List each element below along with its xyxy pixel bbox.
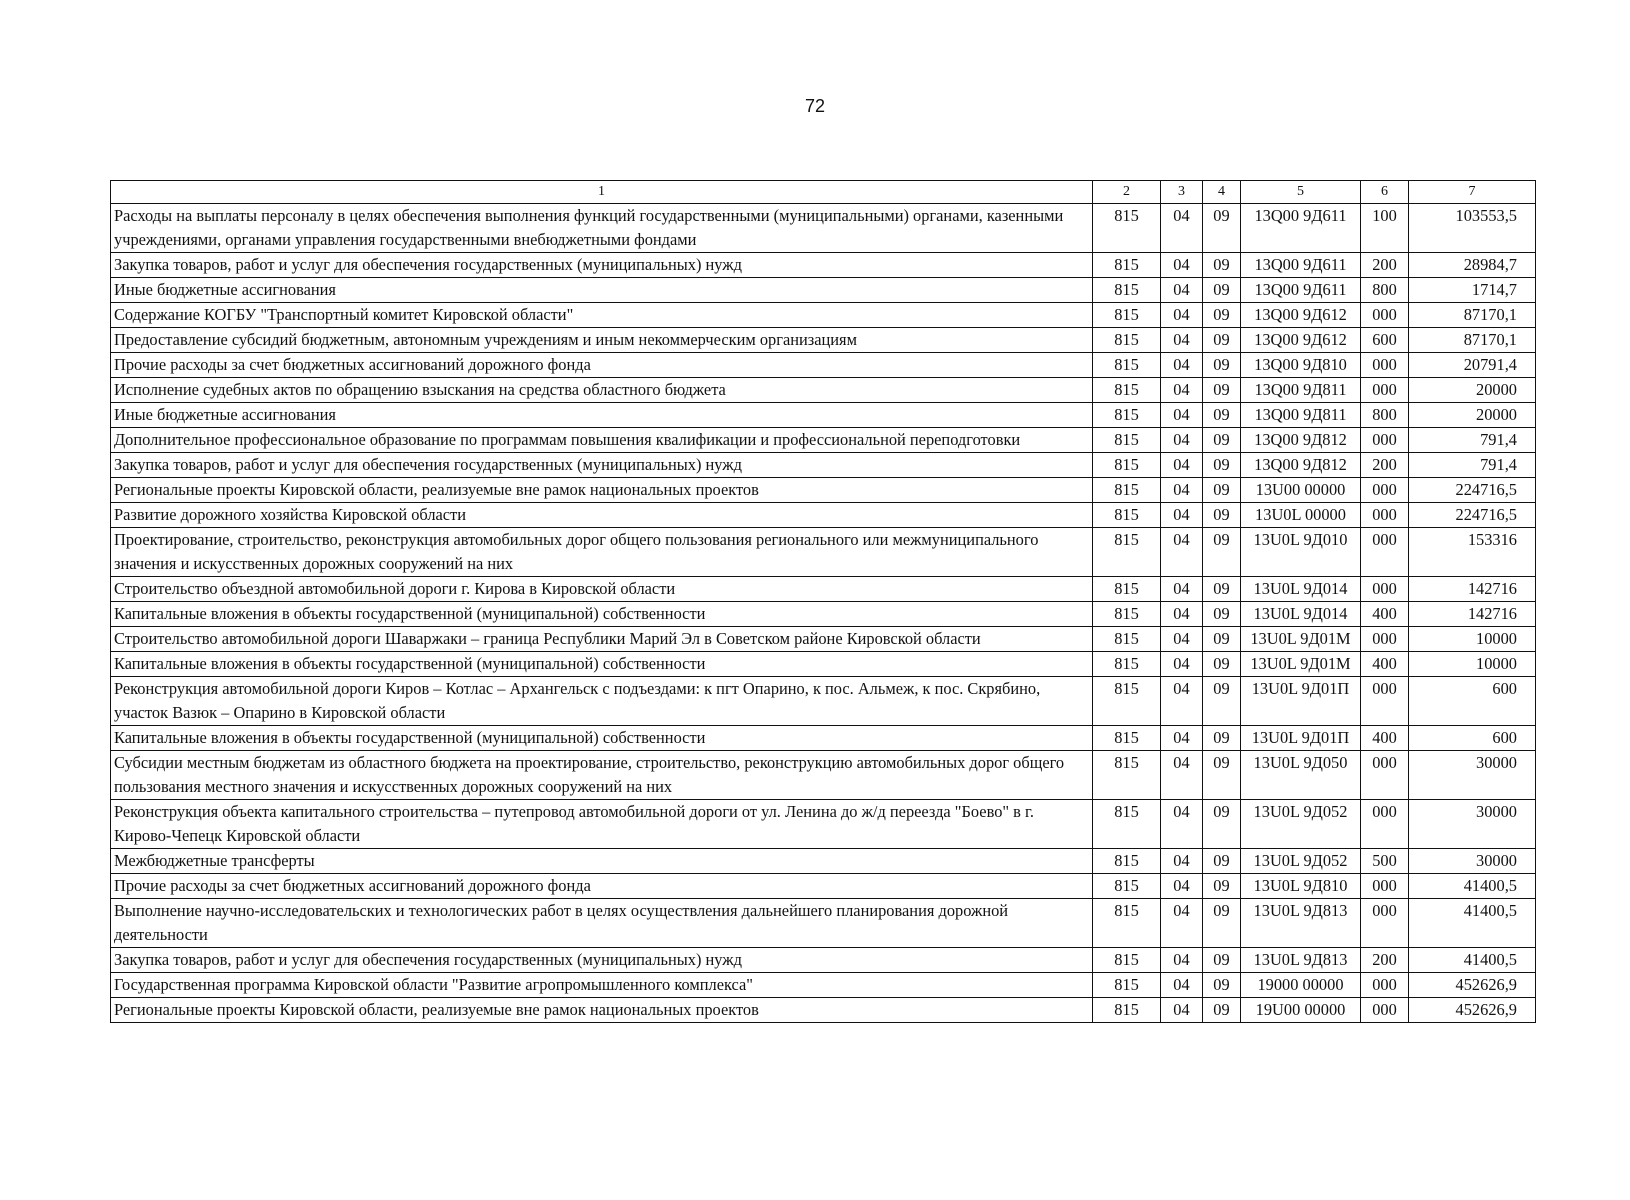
row-code-col2: 815 [1093, 800, 1161, 849]
row-code-col6: 000 [1361, 303, 1409, 328]
row-code-col3: 04 [1161, 948, 1203, 973]
row-code-col6: 000 [1361, 503, 1409, 528]
row-code-col3: 04 [1161, 253, 1203, 278]
row-description: Закупка товаров, работ и услуг для обеспечения государственных (муниципальных) нужд [111, 253, 1093, 278]
table-row [111, 353, 1536, 378]
table-row [111, 800, 1536, 849]
row-description: Строительство объездной автомобильной дороги г. Кирова в Кировской области [111, 577, 1093, 602]
row-description: Прочие расходы за счет бюджетных ассигнований дорожного фонда [111, 353, 1093, 378]
row-code-col5: 13U0L 9Д014 [1241, 577, 1361, 602]
row-code-col3: 04 [1161, 602, 1203, 627]
row-code-col2: 815 [1093, 453, 1161, 478]
row-code-col5: 13U0L 9Д813 [1241, 948, 1361, 973]
row-code-col3: 04 [1161, 627, 1203, 652]
row-description: Прочие расходы за счет бюджетных ассигнований дорожного фонда [111, 874, 1093, 899]
table-row [111, 478, 1536, 503]
row-code-col3: 04 [1161, 874, 1203, 899]
row-code-col4: 09 [1203, 577, 1241, 602]
row-code-col6: 400 [1361, 652, 1409, 677]
table-row [111, 204, 1536, 253]
page-number: 72 [804, 96, 826, 116]
table-row [111, 577, 1536, 602]
row-code-col6: 000 [1361, 899, 1409, 948]
row-code-col5: 13U0L 9Д052 [1241, 849, 1361, 874]
header-cell-5: 5 [1241, 181, 1361, 204]
row-description: Иные бюджетные ассигнования [111, 278, 1093, 303]
row-code-col2: 815 [1093, 751, 1161, 800]
row-code-col5: 13U0L 00000 [1241, 503, 1361, 528]
row-code-col4: 09 [1203, 998, 1241, 1023]
row-code-col6: 000 [1361, 973, 1409, 998]
row-description: Проектирование, строительство, реконструкция автомобильных дорог общего пользования регионального или межмуниципального значения и искусственных дорожных сооружений на них [111, 528, 1093, 577]
row-amount: 600 [1409, 677, 1536, 726]
row-code-col5: 13U0L 9Д014 [1241, 602, 1361, 627]
row-code-col3: 04 [1161, 652, 1203, 677]
row-code-col5: 13U0L 9Д01М [1241, 652, 1361, 677]
row-description: Предоставление субсидий бюджетным, автономным учреждениям и иным некоммерческим организациям [111, 328, 1093, 353]
row-code-col6: 000 [1361, 800, 1409, 849]
row-code-col4: 09 [1203, 403, 1241, 428]
row-amount: 41400,5 [1409, 948, 1536, 973]
row-code-col3: 04 [1161, 303, 1203, 328]
table-row [111, 751, 1536, 800]
row-code-col4: 09 [1203, 726, 1241, 751]
row-code-col2: 815 [1093, 998, 1161, 1023]
row-code-col2: 815 [1093, 278, 1161, 303]
row-description: Государственная программа Кировской области "Развитие агропромышленного комплекса" [111, 973, 1093, 998]
row-description: Субсидии местным бюджетам из областного бюджета на проектирование, строительство, реконструкцию автомобильных дорог общего пользования местного значения и искусственных дорожных сооружений на них [111, 751, 1093, 800]
row-description: Содержание КОГБУ "Транспортный комитет Кировской области" [111, 303, 1093, 328]
row-amount: 452626,9 [1409, 973, 1536, 998]
row-code-col3: 04 [1161, 528, 1203, 577]
row-description: Исполнение судебных актов по обращению взыскания на средства областного бюджета [111, 378, 1093, 403]
row-description: Межбюджетные трансферты [111, 849, 1093, 874]
header-cell-3: 3 [1161, 181, 1203, 204]
header-cell-6: 6 [1361, 181, 1409, 204]
row-code-col4: 09 [1203, 453, 1241, 478]
row-amount: 791,4 [1409, 453, 1536, 478]
row-code-col5: 13U0L 9Д810 [1241, 874, 1361, 899]
row-amount: 142716 [1409, 577, 1536, 602]
row-code-col3: 04 [1161, 204, 1203, 253]
table-row [111, 627, 1536, 652]
row-code-col5: 13U0L 9Д01М [1241, 627, 1361, 652]
row-amount: 20000 [1409, 403, 1536, 428]
table-row [111, 453, 1536, 478]
table-row [111, 726, 1536, 751]
row-amount: 452626,9 [1409, 998, 1536, 1023]
row-code-col4: 09 [1203, 478, 1241, 503]
row-description: Капитальные вложения в объекты государственной (муниципальной) собственности [111, 602, 1093, 627]
row-description: Дополнительное профессиональное образование по программам повышения квалификации и профессиональной переподготовки [111, 428, 1093, 453]
table-row [111, 403, 1536, 428]
row-code-col2: 815 [1093, 602, 1161, 627]
row-amount: 20000 [1409, 378, 1536, 403]
row-code-col4: 09 [1203, 874, 1241, 899]
row-code-col4: 09 [1203, 204, 1241, 253]
row-code-col3: 04 [1161, 751, 1203, 800]
row-code-col6: 200 [1361, 253, 1409, 278]
row-code-col4: 09 [1203, 328, 1241, 353]
row-code-col6: 400 [1361, 602, 1409, 627]
row-amount: 41400,5 [1409, 899, 1536, 948]
row-code-col5: 13Q00 9Д612 [1241, 303, 1361, 328]
row-code-col3: 04 [1161, 577, 1203, 602]
budget-table [110, 180, 1536, 1023]
row-code-col5: 13Q00 9Д611 [1241, 204, 1361, 253]
row-amount: 791,4 [1409, 428, 1536, 453]
row-code-col2: 815 [1093, 328, 1161, 353]
row-code-col5: 13Q00 9Д810 [1241, 353, 1361, 378]
row-code-col6: 000 [1361, 478, 1409, 503]
row-code-col4: 09 [1203, 899, 1241, 948]
row-code-col6: 500 [1361, 849, 1409, 874]
row-code-col3: 04 [1161, 353, 1203, 378]
row-code-col2: 815 [1093, 253, 1161, 278]
row-description: Реконструкция автомобильной дороги Киров – Котлас – Архангельск с подъездами: к пгт Опарино, к пос. Альмеж, к пос. Скрябино, участок Вазюк – Опарино в Кировской области [111, 677, 1093, 726]
row-code-col6: 000 [1361, 998, 1409, 1023]
table-row [111, 253, 1536, 278]
table-row [111, 503, 1536, 528]
row-code-col2: 815 [1093, 204, 1161, 253]
row-code-col6: 000 [1361, 528, 1409, 577]
row-code-col4: 09 [1203, 428, 1241, 453]
row-code-col4: 09 [1203, 378, 1241, 403]
row-code-col4: 09 [1203, 627, 1241, 652]
table-row [111, 278, 1536, 303]
row-code-col3: 04 [1161, 453, 1203, 478]
row-code-col6: 000 [1361, 577, 1409, 602]
row-code-col3: 04 [1161, 378, 1203, 403]
row-code-col5: 13Q00 9Д811 [1241, 403, 1361, 428]
row-description: Развитие дорожного хозяйства Кировской области [111, 503, 1093, 528]
row-amount: 103553,5 [1409, 204, 1536, 253]
row-code-col2: 815 [1093, 874, 1161, 899]
row-code-col6: 000 [1361, 378, 1409, 403]
row-description: Закупка товаров, работ и услуг для обеспечения государственных (муниципальных) нужд [111, 453, 1093, 478]
row-code-col2: 815 [1093, 652, 1161, 677]
row-description: Строительство автомобильной дороги Шаваржаки – граница Республики Марий Эл в Советском районе Кировской области [111, 627, 1093, 652]
row-amount: 87170,1 [1409, 328, 1536, 353]
row-amount: 30000 [1409, 849, 1536, 874]
row-code-col3: 04 [1161, 478, 1203, 503]
row-code-col6: 000 [1361, 353, 1409, 378]
table-row [111, 303, 1536, 328]
header-cell-7: 7 [1409, 181, 1536, 204]
row-code-col5: 13U0L 9Д01П [1241, 726, 1361, 751]
row-description: Выполнение научно-исследовательских и технологических работ в целях осуществления дальнейшего планирования дорожной деятельности [111, 899, 1093, 948]
row-code-col5: 13Q00 9Д611 [1241, 253, 1361, 278]
row-code-col2: 815 [1093, 378, 1161, 403]
row-code-col2: 815 [1093, 503, 1161, 528]
row-code-col3: 04 [1161, 800, 1203, 849]
row-amount: 20791,4 [1409, 353, 1536, 378]
row-code-col2: 815 [1093, 353, 1161, 378]
row-description: Расходы на выплаты персоналу в целях обеспечения выполнения функций государственными (муниципальными) органами, казенными учреждениями, органами управления государственными внебюджетными фондами [111, 204, 1093, 253]
row-amount: 224716,5 [1409, 478, 1536, 503]
row-code-col4: 09 [1203, 973, 1241, 998]
row-code-col3: 04 [1161, 726, 1203, 751]
row-amount: 224716,5 [1409, 503, 1536, 528]
row-amount: 30000 [1409, 800, 1536, 849]
row-amount: 28984,7 [1409, 253, 1536, 278]
table-row [111, 328, 1536, 353]
row-code-col4: 09 [1203, 751, 1241, 800]
row-code-col3: 04 [1161, 403, 1203, 428]
row-code-col6: 800 [1361, 278, 1409, 303]
row-code-col6: 000 [1361, 627, 1409, 652]
row-code-col2: 815 [1093, 726, 1161, 751]
row-code-col2: 815 [1093, 677, 1161, 726]
table-row [111, 677, 1536, 726]
row-description: Региональные проекты Кировской области, реализуемые вне рамок национальных проектов [111, 478, 1093, 503]
row-code-col2: 815 [1093, 627, 1161, 652]
row-code-col3: 04 [1161, 849, 1203, 874]
table-row [111, 528, 1536, 577]
row-code-col4: 09 [1203, 303, 1241, 328]
header-cell-1: 1 [111, 181, 1093, 204]
row-description: Иные бюджетные ассигнования [111, 403, 1093, 428]
header-row [111, 181, 1536, 204]
table-row [111, 899, 1536, 948]
header-cell-2: 2 [1093, 181, 1161, 204]
row-code-col5: 13Q00 9Д811 [1241, 378, 1361, 403]
row-code-col6: 000 [1361, 874, 1409, 899]
row-code-col5: 13U0L 9Д050 [1241, 751, 1361, 800]
row-code-col2: 815 [1093, 948, 1161, 973]
row-code-col2: 815 [1093, 303, 1161, 328]
row-code-col3: 04 [1161, 998, 1203, 1023]
table-row [111, 998, 1536, 1023]
row-code-col2: 815 [1093, 849, 1161, 874]
row-code-col5: 13U0L 9Д01П [1241, 677, 1361, 726]
table-row [111, 948, 1536, 973]
row-code-col3: 04 [1161, 278, 1203, 303]
row-code-col6: 000 [1361, 428, 1409, 453]
row-amount: 41400,5 [1409, 874, 1536, 899]
row-amount: 10000 [1409, 627, 1536, 652]
row-code-col4: 09 [1203, 800, 1241, 849]
row-amount: 142716 [1409, 602, 1536, 627]
row-code-col4: 09 [1203, 528, 1241, 577]
header-cell-4: 4 [1203, 181, 1241, 204]
row-code-col4: 09 [1203, 278, 1241, 303]
row-code-col5: 13U0L 9Д052 [1241, 800, 1361, 849]
row-code-col5: 13U0L 9Д010 [1241, 528, 1361, 577]
row-code-col5: 13U00 00000 [1241, 478, 1361, 503]
row-amount: 153316 [1409, 528, 1536, 577]
row-code-col2: 815 [1093, 528, 1161, 577]
row-code-col5: 19U00 00000 [1241, 998, 1361, 1023]
row-code-col2: 815 [1093, 899, 1161, 948]
row-code-col5: 13Q00 9Д812 [1241, 453, 1361, 478]
table-row [111, 973, 1536, 998]
row-code-col5: 19000 00000 [1241, 973, 1361, 998]
row-amount: 1714,7 [1409, 278, 1536, 303]
row-code-col5: 13Q00 9Д611 [1241, 278, 1361, 303]
row-code-col4: 09 [1203, 602, 1241, 627]
row-code-col3: 04 [1161, 677, 1203, 726]
row-description: Реконструкция объекта капитального строительства – путепровод автомобильной дороги от ул. Ленина до ж/д переезда "Боево" в г. Кирово-Чепецк Кировской области [111, 800, 1093, 849]
row-code-col3: 04 [1161, 428, 1203, 453]
row-code-col2: 815 [1093, 577, 1161, 602]
table-row [111, 378, 1536, 403]
row-description: Капитальные вложения в объекты государственной (муниципальной) собственности [111, 652, 1093, 677]
row-code-col6: 000 [1361, 751, 1409, 800]
table-row [111, 874, 1536, 899]
row-code-col4: 09 [1203, 353, 1241, 378]
row-code-col2: 815 [1093, 973, 1161, 998]
row-code-col4: 09 [1203, 503, 1241, 528]
row-code-col6: 200 [1361, 948, 1409, 973]
row-amount: 30000 [1409, 751, 1536, 800]
row-description: Закупка товаров, работ и услуг для обеспечения государственных (муниципальных) нужд [111, 948, 1093, 973]
row-amount: 10000 [1409, 652, 1536, 677]
row-code-col6: 000 [1361, 677, 1409, 726]
row-code-col5: 13U0L 9Д813 [1241, 899, 1361, 948]
table-row [111, 849, 1536, 874]
row-description: Региональные проекты Кировской области, реализуемые вне рамок национальных проектов [111, 998, 1093, 1023]
row-code-col6: 800 [1361, 403, 1409, 428]
table-header [111, 181, 1536, 204]
row-code-col2: 815 [1093, 403, 1161, 428]
table-row [111, 652, 1536, 677]
row-code-col4: 09 [1203, 677, 1241, 726]
row-code-col5: 13Q00 9Д812 [1241, 428, 1361, 453]
row-code-col4: 09 [1203, 948, 1241, 973]
row-code-col2: 815 [1093, 478, 1161, 503]
row-code-col3: 04 [1161, 328, 1203, 353]
row-amount: 87170,1 [1409, 303, 1536, 328]
row-code-col4: 09 [1203, 849, 1241, 874]
row-code-col3: 04 [1161, 899, 1203, 948]
row-code-col6: 400 [1361, 726, 1409, 751]
row-code-col6: 100 [1361, 204, 1409, 253]
table-body [111, 204, 1536, 1023]
row-code-col3: 04 [1161, 973, 1203, 998]
row-code-col5: 13Q00 9Д612 [1241, 328, 1361, 353]
row-code-col4: 09 [1203, 253, 1241, 278]
row-description: Капитальные вложения в объекты государственной (муниципальной) собственности [111, 726, 1093, 751]
row-code-col6: 200 [1361, 453, 1409, 478]
row-amount: 600 [1409, 726, 1536, 751]
row-code-col4: 09 [1203, 652, 1241, 677]
table-row [111, 602, 1536, 627]
row-code-col2: 815 [1093, 428, 1161, 453]
row-code-col6: 600 [1361, 328, 1409, 353]
row-code-col3: 04 [1161, 503, 1203, 528]
table-row [111, 428, 1536, 453]
